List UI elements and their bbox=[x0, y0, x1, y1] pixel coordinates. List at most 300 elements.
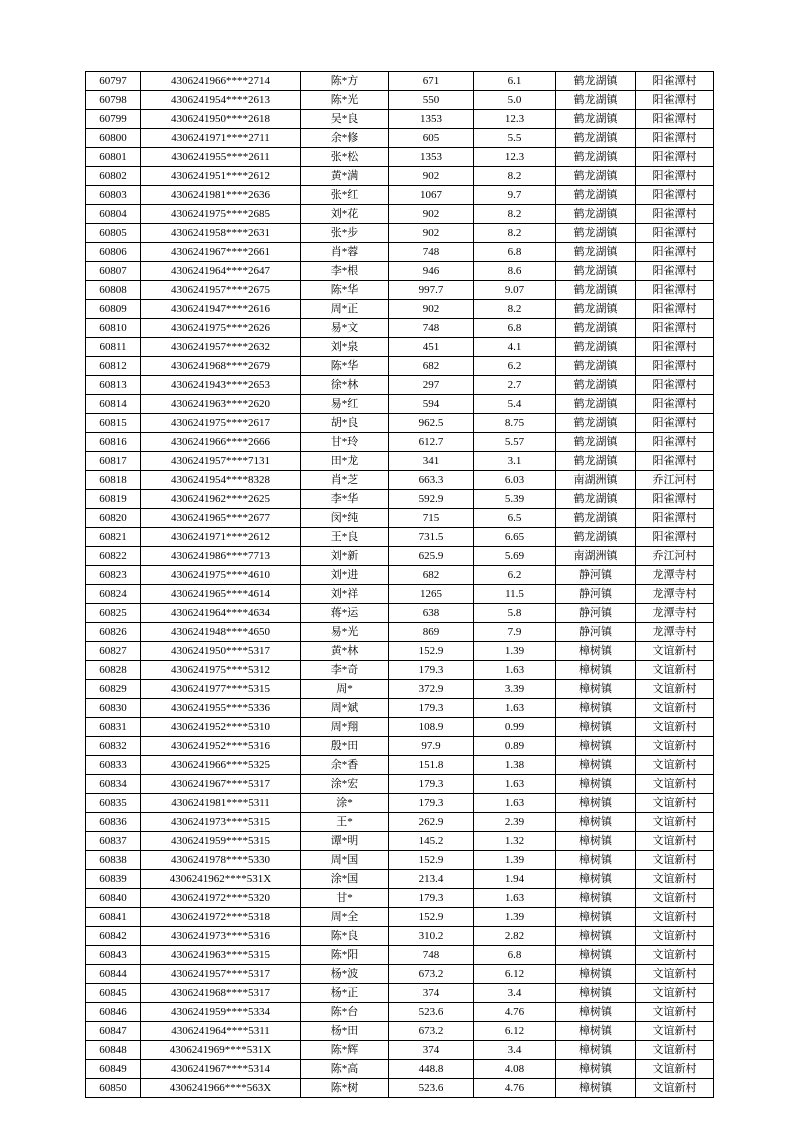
cell-name: 张*松 bbox=[301, 148, 389, 167]
cell-town: 鹤龙湖镇 bbox=[556, 452, 636, 471]
cell-name: 甘*玲 bbox=[301, 433, 389, 452]
cell-amount: 605 bbox=[389, 129, 474, 148]
cell-area: 1.63 bbox=[474, 661, 556, 680]
cell-area: 4.76 bbox=[474, 1003, 556, 1022]
table-row bbox=[86, 832, 714, 851]
cell-name: 杨*波 bbox=[301, 965, 389, 984]
table-row bbox=[86, 775, 714, 794]
cell-id: 4306241950****5317 bbox=[141, 642, 301, 661]
cell-area: 7.9 bbox=[474, 623, 556, 642]
cell-town: 鹤龙湖镇 bbox=[556, 72, 636, 91]
cell-amount: 748 bbox=[389, 319, 474, 338]
cell-seq: 60834 bbox=[86, 775, 141, 794]
cell-name: 陈*树 bbox=[301, 1079, 389, 1098]
cell-town: 樟树镇 bbox=[556, 908, 636, 927]
cell-id: 4306241957****7131 bbox=[141, 452, 301, 471]
cell-town: 鹤龙湖镇 bbox=[556, 338, 636, 357]
cell-area: 1.63 bbox=[474, 889, 556, 908]
cell-amount: 550 bbox=[389, 91, 474, 110]
records-table bbox=[85, 71, 714, 1098]
cell-id: 4306241954****8328 bbox=[141, 471, 301, 490]
table-row bbox=[86, 91, 714, 110]
table-row bbox=[86, 927, 714, 946]
cell-amount: 625.9 bbox=[389, 547, 474, 566]
cell-area: 6.65 bbox=[474, 528, 556, 547]
cell-seq: 60833 bbox=[86, 756, 141, 775]
cell-town: 鹤龙湖镇 bbox=[556, 395, 636, 414]
cell-name: 陈*阳 bbox=[301, 946, 389, 965]
cell-amount: 310.2 bbox=[389, 927, 474, 946]
cell-village: 阳雀潭村 bbox=[636, 357, 714, 376]
cell-amount: 152.9 bbox=[389, 642, 474, 661]
cell-village: 文谊新村 bbox=[636, 965, 714, 984]
cell-id: 4306241959****5334 bbox=[141, 1003, 301, 1022]
cell-town: 樟树镇 bbox=[556, 813, 636, 832]
cell-id: 4306241968****5317 bbox=[141, 984, 301, 1003]
cell-id: 4306241975****5312 bbox=[141, 661, 301, 680]
cell-area: 6.2 bbox=[474, 566, 556, 585]
cell-name: 刘*新 bbox=[301, 547, 389, 566]
cell-area: 6.1 bbox=[474, 72, 556, 91]
cell-area: 3.1 bbox=[474, 452, 556, 471]
table-row bbox=[86, 984, 714, 1003]
cell-village: 阳雀潭村 bbox=[636, 205, 714, 224]
cell-village: 阳雀潭村 bbox=[636, 72, 714, 91]
cell-amount: 902 bbox=[389, 224, 474, 243]
cell-amount: 671 bbox=[389, 72, 474, 91]
cell-name: 殷*田 bbox=[301, 737, 389, 756]
cell-name: 陈*良 bbox=[301, 927, 389, 946]
table-row bbox=[86, 414, 714, 433]
cell-amount: 108.9 bbox=[389, 718, 474, 737]
cell-amount: 946 bbox=[389, 262, 474, 281]
cell-amount: 682 bbox=[389, 566, 474, 585]
cell-id: 4306241964****2647 bbox=[141, 262, 301, 281]
cell-area: 1.39 bbox=[474, 642, 556, 661]
cell-id: 4306241975****4610 bbox=[141, 566, 301, 585]
table-row bbox=[86, 1003, 714, 1022]
cell-name: 谭*明 bbox=[301, 832, 389, 851]
cell-area: 2.7 bbox=[474, 376, 556, 395]
cell-seq: 60837 bbox=[86, 832, 141, 851]
cell-amount: 1265 bbox=[389, 585, 474, 604]
cell-amount: 213.4 bbox=[389, 870, 474, 889]
table-row bbox=[86, 1041, 714, 1060]
cell-id: 4306241969****531X bbox=[141, 1041, 301, 1060]
cell-town: 樟树镇 bbox=[556, 718, 636, 737]
table-row bbox=[86, 509, 714, 528]
cell-seq: 60807 bbox=[86, 262, 141, 281]
cell-amount: 179.3 bbox=[389, 889, 474, 908]
cell-name: 黄*满 bbox=[301, 167, 389, 186]
cell-id: 4306241957****2632 bbox=[141, 338, 301, 357]
cell-id: 4306241972****5320 bbox=[141, 889, 301, 908]
cell-id: 4306241966****2714 bbox=[141, 72, 301, 91]
cell-area: 3.4 bbox=[474, 1041, 556, 1060]
table-row bbox=[86, 300, 714, 319]
cell-name: 陈*方 bbox=[301, 72, 389, 91]
table-row bbox=[86, 205, 714, 224]
cell-id: 4306241957****5317 bbox=[141, 965, 301, 984]
cell-area: 6.8 bbox=[474, 946, 556, 965]
cell-amount: 663.3 bbox=[389, 471, 474, 490]
cell-seq: 60822 bbox=[86, 547, 141, 566]
cell-name: 杨*田 bbox=[301, 1022, 389, 1041]
cell-town: 樟树镇 bbox=[556, 737, 636, 756]
cell-amount: 1353 bbox=[389, 148, 474, 167]
cell-id: 4306241963****2620 bbox=[141, 395, 301, 414]
cell-id: 4306241966****2666 bbox=[141, 433, 301, 452]
cell-id: 4306241981****5311 bbox=[141, 794, 301, 813]
cell-village: 阳雀潭村 bbox=[636, 452, 714, 471]
cell-area: 4.08 bbox=[474, 1060, 556, 1079]
cell-village: 文谊新村 bbox=[636, 699, 714, 718]
cell-amount: 523.6 bbox=[389, 1003, 474, 1022]
table-row bbox=[86, 756, 714, 775]
table-row bbox=[86, 224, 714, 243]
cell-amount: 297 bbox=[389, 376, 474, 395]
cell-name: 李*奇 bbox=[301, 661, 389, 680]
cell-village: 龙潭寺村 bbox=[636, 585, 714, 604]
cell-id: 4306241955****5336 bbox=[141, 699, 301, 718]
cell-name: 陈*华 bbox=[301, 281, 389, 300]
cell-village: 乔江河村 bbox=[636, 547, 714, 566]
cell-village: 文谊新村 bbox=[636, 927, 714, 946]
cell-area: 6.8 bbox=[474, 243, 556, 262]
table-row bbox=[86, 490, 714, 509]
cell-seq: 60801 bbox=[86, 148, 141, 167]
cell-amount: 448.8 bbox=[389, 1060, 474, 1079]
table-row bbox=[86, 547, 714, 566]
cell-seq: 60817 bbox=[86, 452, 141, 471]
cell-amount: 682 bbox=[389, 357, 474, 376]
cell-seq: 60799 bbox=[86, 110, 141, 129]
cell-amount: 152.9 bbox=[389, 851, 474, 870]
cell-name: 胡*良 bbox=[301, 414, 389, 433]
cell-village: 阳雀潭村 bbox=[636, 319, 714, 338]
cell-name: 周*全 bbox=[301, 908, 389, 927]
cell-amount: 179.3 bbox=[389, 661, 474, 680]
cell-village: 龙潭寺村 bbox=[636, 604, 714, 623]
cell-name: 周*正 bbox=[301, 300, 389, 319]
cell-amount: 179.3 bbox=[389, 794, 474, 813]
cell-town: 鹤龙湖镇 bbox=[556, 319, 636, 338]
cell-id: 4306241967****5314 bbox=[141, 1060, 301, 1079]
table-row bbox=[86, 110, 714, 129]
cell-village: 阳雀潭村 bbox=[636, 376, 714, 395]
cell-town: 樟树镇 bbox=[556, 642, 636, 661]
table-row bbox=[86, 281, 714, 300]
table-row bbox=[86, 946, 714, 965]
cell-town: 静河镇 bbox=[556, 566, 636, 585]
cell-area: 5.4 bbox=[474, 395, 556, 414]
cell-area: 1.32 bbox=[474, 832, 556, 851]
cell-area: 5.8 bbox=[474, 604, 556, 623]
cell-name: 肖*蓉 bbox=[301, 243, 389, 262]
cell-name: 甘* bbox=[301, 889, 389, 908]
cell-seq: 60828 bbox=[86, 661, 141, 680]
table-row bbox=[86, 889, 714, 908]
cell-amount: 341 bbox=[389, 452, 474, 471]
cell-town: 鹤龙湖镇 bbox=[556, 281, 636, 300]
cell-amount: 1353 bbox=[389, 110, 474, 129]
cell-town: 樟树镇 bbox=[556, 889, 636, 908]
cell-seq: 60812 bbox=[86, 357, 141, 376]
cell-area: 3.4 bbox=[474, 984, 556, 1003]
cell-id: 4306241971****2612 bbox=[141, 528, 301, 547]
cell-id: 4306241977****5315 bbox=[141, 680, 301, 699]
cell-name: 余*香 bbox=[301, 756, 389, 775]
cell-name: 周*国 bbox=[301, 851, 389, 870]
cell-id: 4306241986****7713 bbox=[141, 547, 301, 566]
cell-area: 5.5 bbox=[474, 129, 556, 148]
cell-name: 田*龙 bbox=[301, 452, 389, 471]
cell-town: 鹤龙湖镇 bbox=[556, 167, 636, 186]
cell-town: 鹤龙湖镇 bbox=[556, 205, 636, 224]
cell-seq: 60823 bbox=[86, 566, 141, 585]
table-row bbox=[86, 319, 714, 338]
cell-id: 4306241967****5317 bbox=[141, 775, 301, 794]
table-row bbox=[86, 623, 714, 642]
cell-id: 4306241952****5310 bbox=[141, 718, 301, 737]
cell-id: 4306241950****2618 bbox=[141, 110, 301, 129]
cell-seq: 60805 bbox=[86, 224, 141, 243]
cell-name: 陈*华 bbox=[301, 357, 389, 376]
cell-area: 1.38 bbox=[474, 756, 556, 775]
cell-town: 静河镇 bbox=[556, 604, 636, 623]
cell-area: 1.39 bbox=[474, 908, 556, 927]
cell-village: 阳雀潭村 bbox=[636, 433, 714, 452]
table-row bbox=[86, 471, 714, 490]
cell-area: 8.2 bbox=[474, 205, 556, 224]
cell-name: 涂*国 bbox=[301, 870, 389, 889]
cell-town: 樟树镇 bbox=[556, 946, 636, 965]
cell-amount: 748 bbox=[389, 946, 474, 965]
cell-seq: 60811 bbox=[86, 338, 141, 357]
cell-village: 阳雀潭村 bbox=[636, 300, 714, 319]
cell-id: 4306241975****2626 bbox=[141, 319, 301, 338]
cell-village: 阳雀潭村 bbox=[636, 167, 714, 186]
cell-id: 4306241966****563X bbox=[141, 1079, 301, 1098]
cell-village: 阳雀潭村 bbox=[636, 395, 714, 414]
cell-town: 静河镇 bbox=[556, 585, 636, 604]
cell-area: 6.2 bbox=[474, 357, 556, 376]
table-row bbox=[86, 186, 714, 205]
cell-seq: 60815 bbox=[86, 414, 141, 433]
cell-village: 阳雀潭村 bbox=[636, 91, 714, 110]
cell-id: 4306241973****5315 bbox=[141, 813, 301, 832]
cell-area: 8.2 bbox=[474, 224, 556, 243]
cell-area: 1.94 bbox=[474, 870, 556, 889]
cell-amount: 97.9 bbox=[389, 737, 474, 756]
cell-village: 文谊新村 bbox=[636, 756, 714, 775]
cell-town: 樟树镇 bbox=[556, 851, 636, 870]
cell-seq: 60804 bbox=[86, 205, 141, 224]
cell-name: 刘*进 bbox=[301, 566, 389, 585]
cell-amount: 612.7 bbox=[389, 433, 474, 452]
cell-amount: 902 bbox=[389, 300, 474, 319]
table-row bbox=[86, 585, 714, 604]
cell-town: 鹤龙湖镇 bbox=[556, 129, 636, 148]
table-row bbox=[86, 395, 714, 414]
cell-name: 吴*良 bbox=[301, 110, 389, 129]
cell-village: 阳雀潭村 bbox=[636, 528, 714, 547]
cell-area: 8.75 bbox=[474, 414, 556, 433]
cell-id: 4306241947****2616 bbox=[141, 300, 301, 319]
cell-name: 肖*芝 bbox=[301, 471, 389, 490]
cell-village: 阳雀潭村 bbox=[636, 224, 714, 243]
cell-village: 龙潭寺村 bbox=[636, 566, 714, 585]
cell-amount: 997.7 bbox=[389, 281, 474, 300]
cell-name: 徐*林 bbox=[301, 376, 389, 395]
cell-village: 文谊新村 bbox=[636, 680, 714, 699]
cell-name: 王* bbox=[301, 813, 389, 832]
cell-seq: 60821 bbox=[86, 528, 141, 547]
cell-village: 文谊新村 bbox=[636, 889, 714, 908]
cell-seq: 60831 bbox=[86, 718, 141, 737]
cell-area: 8.2 bbox=[474, 300, 556, 319]
cell-area: 6.12 bbox=[474, 1022, 556, 1041]
table-row bbox=[86, 243, 714, 262]
cell-name: 周*翔 bbox=[301, 718, 389, 737]
cell-seq: 60824 bbox=[86, 585, 141, 604]
cell-name: 李*华 bbox=[301, 490, 389, 509]
records-table-body bbox=[86, 72, 714, 1098]
table-row bbox=[86, 870, 714, 889]
cell-name: 余*修 bbox=[301, 129, 389, 148]
cell-amount: 748 bbox=[389, 243, 474, 262]
cell-name: 涂*宏 bbox=[301, 775, 389, 794]
cell-town: 鹤龙湖镇 bbox=[556, 300, 636, 319]
cell-id: 4306241971****2711 bbox=[141, 129, 301, 148]
cell-village: 文谊新村 bbox=[636, 737, 714, 756]
cell-town: 樟树镇 bbox=[556, 1041, 636, 1060]
cell-village: 龙潭寺村 bbox=[636, 623, 714, 642]
cell-id: 4306241955****2611 bbox=[141, 148, 301, 167]
table-row bbox=[86, 148, 714, 167]
cell-town: 樟树镇 bbox=[556, 927, 636, 946]
cell-name: 易*文 bbox=[301, 319, 389, 338]
cell-seq: 60827 bbox=[86, 642, 141, 661]
cell-area: 5.0 bbox=[474, 91, 556, 110]
cell-name: 李*根 bbox=[301, 262, 389, 281]
cell-id: 4306241973****5316 bbox=[141, 927, 301, 946]
cell-area: 8.6 bbox=[474, 262, 556, 281]
table-row bbox=[86, 680, 714, 699]
cell-name: 刘*花 bbox=[301, 205, 389, 224]
cell-seq: 60842 bbox=[86, 927, 141, 946]
cell-town: 鹤龙湖镇 bbox=[556, 433, 636, 452]
cell-name: 刘*祥 bbox=[301, 585, 389, 604]
cell-id: 4306241965****2677 bbox=[141, 509, 301, 528]
cell-amount: 372.9 bbox=[389, 680, 474, 699]
cell-area: 11.5 bbox=[474, 585, 556, 604]
cell-seq: 60809 bbox=[86, 300, 141, 319]
cell-name: 王*良 bbox=[301, 528, 389, 547]
cell-town: 鹤龙湖镇 bbox=[556, 262, 636, 281]
cell-amount: 673.2 bbox=[389, 965, 474, 984]
cell-village: 文谊新村 bbox=[636, 870, 714, 889]
cell-seq: 60820 bbox=[86, 509, 141, 528]
table-row bbox=[86, 699, 714, 718]
cell-town: 樟树镇 bbox=[556, 756, 636, 775]
cell-town: 鹤龙湖镇 bbox=[556, 148, 636, 167]
cell-town: 鹤龙湖镇 bbox=[556, 243, 636, 262]
cell-area: 6.5 bbox=[474, 509, 556, 528]
cell-id: 4306241952****5316 bbox=[141, 737, 301, 756]
cell-town: 南湖洲镇 bbox=[556, 471, 636, 490]
cell-seq: 60803 bbox=[86, 186, 141, 205]
cell-seq: 60846 bbox=[86, 1003, 141, 1022]
cell-area: 1.63 bbox=[474, 699, 556, 718]
cell-town: 樟树镇 bbox=[556, 1022, 636, 1041]
cell-town: 樟树镇 bbox=[556, 680, 636, 699]
cell-village: 阳雀潭村 bbox=[636, 338, 714, 357]
cell-town: 南湖洲镇 bbox=[556, 547, 636, 566]
cell-id: 4306241951****2612 bbox=[141, 167, 301, 186]
cell-town: 鹤龙湖镇 bbox=[556, 110, 636, 129]
cell-area: 2.39 bbox=[474, 813, 556, 832]
cell-seq: 60848 bbox=[86, 1041, 141, 1060]
table-row bbox=[86, 604, 714, 623]
cell-seq: 60844 bbox=[86, 965, 141, 984]
cell-amount: 673.2 bbox=[389, 1022, 474, 1041]
cell-id: 4306241975****2685 bbox=[141, 205, 301, 224]
cell-area: 12.3 bbox=[474, 148, 556, 167]
cell-village: 文谊新村 bbox=[636, 1022, 714, 1041]
cell-name: 易*红 bbox=[301, 395, 389, 414]
cell-id: 4306241962****2625 bbox=[141, 490, 301, 509]
cell-amount: 374 bbox=[389, 984, 474, 1003]
cell-id: 4306241954****2613 bbox=[141, 91, 301, 110]
cell-area: 5.39 bbox=[474, 490, 556, 509]
cell-seq: 60832 bbox=[86, 737, 141, 756]
cell-name: 黄*林 bbox=[301, 642, 389, 661]
cell-id: 4306241978****5330 bbox=[141, 851, 301, 870]
cell-id: 4306241965****4614 bbox=[141, 585, 301, 604]
cell-town: 鹤龙湖镇 bbox=[556, 528, 636, 547]
cell-seq: 60818 bbox=[86, 471, 141, 490]
cell-name: 张*红 bbox=[301, 186, 389, 205]
table-row bbox=[86, 262, 714, 281]
table-row bbox=[86, 661, 714, 680]
cell-village: 阳雀潭村 bbox=[636, 148, 714, 167]
cell-name: 刘*泉 bbox=[301, 338, 389, 357]
cell-id: 4306241963****5315 bbox=[141, 946, 301, 965]
cell-seq: 60843 bbox=[86, 946, 141, 965]
cell-seq: 60849 bbox=[86, 1060, 141, 1079]
cell-town: 鹤龙湖镇 bbox=[556, 224, 636, 243]
cell-village: 文谊新村 bbox=[636, 1060, 714, 1079]
table-row bbox=[86, 794, 714, 813]
cell-amount: 145.2 bbox=[389, 832, 474, 851]
cell-name: 陈*辉 bbox=[301, 1041, 389, 1060]
cell-seq: 60825 bbox=[86, 604, 141, 623]
cell-seq: 60840 bbox=[86, 889, 141, 908]
cell-area: 9.07 bbox=[474, 281, 556, 300]
table-row bbox=[86, 1060, 714, 1079]
table-row bbox=[86, 72, 714, 91]
cell-town: 樟树镇 bbox=[556, 1060, 636, 1079]
cell-seq: 60850 bbox=[86, 1079, 141, 1098]
table-row bbox=[86, 452, 714, 471]
cell-amount: 638 bbox=[389, 604, 474, 623]
table-row bbox=[86, 908, 714, 927]
table-row bbox=[86, 338, 714, 357]
cell-amount: 594 bbox=[389, 395, 474, 414]
cell-village: 阳雀潭村 bbox=[636, 414, 714, 433]
cell-town: 鹤龙湖镇 bbox=[556, 91, 636, 110]
